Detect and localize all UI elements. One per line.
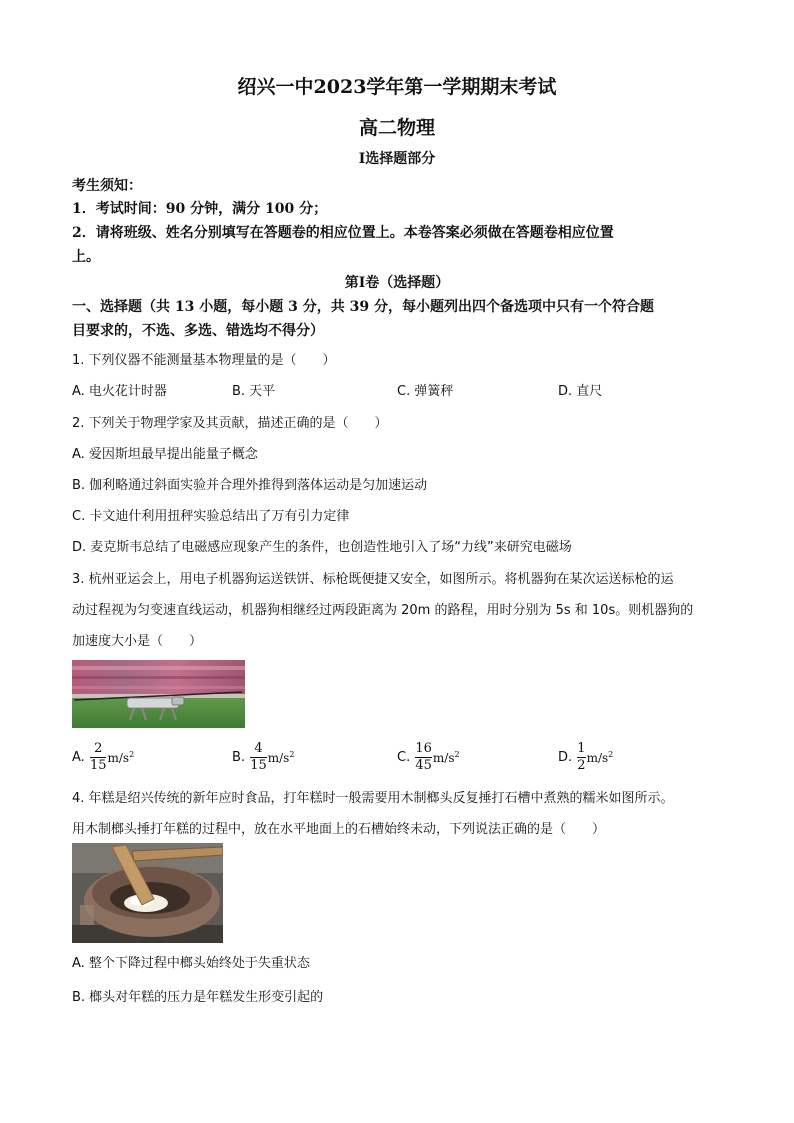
q2-option-a: A. 爱因斯坦最早提出能量子概念 xyxy=(72,447,258,462)
q4-option-b: B. 榔头对年糕的压力是年糕发生形变引起的 xyxy=(72,990,324,1005)
denominator: 15 xyxy=(250,758,267,773)
notice-item-2-line-2: 上。 xyxy=(72,249,100,265)
q2-option-b: B. 伽利略通过斜面实验并合理外推得到落体运动是匀加速运动 xyxy=(72,478,428,493)
option-label: C. xyxy=(397,750,411,765)
unit: $m/s^2$ xyxy=(432,750,460,765)
q4-stem-line-1: 4. 年糕是绍兴传统的新年应时食品，打年糕时一般需要用木制榔头反复捶打石槽中煮熟的糯米如图所示。 xyxy=(72,791,674,806)
unit: $m/s^2$ xyxy=(107,750,135,765)
q2-stem: 2. 下列关于物理学家及其贡献，描述正确的是（ ） xyxy=(72,416,388,431)
part-title: 第Ⅰ卷（选择题） xyxy=(344,275,450,291)
fraction xyxy=(90,742,107,773)
numerator: 1 xyxy=(577,741,586,756)
numerator: 2 xyxy=(94,741,103,756)
q4-option-a: A. 整个下降过程中榔头始终处于失重状态 xyxy=(72,956,310,971)
fraction xyxy=(250,742,267,773)
robot-dog-photo xyxy=(72,660,245,728)
denominator: 45 xyxy=(415,758,432,773)
q2-option-c: C. 卡文迪什利用扭秤实验总结出了万有引力定律 xyxy=(72,509,350,524)
notice-item-1: 1．考试时间：90 分钟，满分 100 分； xyxy=(72,201,328,217)
option-label: D. xyxy=(558,750,573,765)
q1-option-c: C. 弹簧秤 xyxy=(397,384,454,399)
denominator: 2 xyxy=(577,758,586,773)
q3-option-c xyxy=(397,742,460,773)
denominator: 15 xyxy=(89,758,107,773)
q1-option-d: D. 直尺 xyxy=(558,384,603,399)
q3-stem-line-2: 动过程视为匀变速直线运动，机器狗相继经过两段距离为 20m 的路程，用时分别为 5s 和 10s。则机器狗的 xyxy=(72,603,694,618)
instructions-line-1: 一、选择题（共 13 小题，每小题 3 分，共 39 分，每小题列出四个备选项中只有一个符合题 xyxy=(72,299,654,315)
fraction xyxy=(577,742,585,773)
notice-heading: 考生须知： xyxy=(72,178,142,194)
subject-title: 高二物理 xyxy=(358,117,435,139)
section-title: Ⅰ选择题部分 xyxy=(358,151,436,167)
q3-stem-line-1: 3. 杭州亚运会上，用电子机器狗运送铁饼、标枪既便捷又安全，如图所示。将机器狗在某次运送标枪的运 xyxy=(72,572,674,587)
stone-mortar-illustration xyxy=(72,843,223,943)
unit: $m/s^2$ xyxy=(267,750,295,765)
instructions-line-2: 目要求的，不选、多选、错选均不得分） xyxy=(72,323,324,339)
exam-title: 绍兴一中2023学年第一学期期末考试 xyxy=(237,76,557,98)
robot-dog-illustration xyxy=(72,660,245,728)
q3-option-a xyxy=(72,742,134,773)
option-label: B. xyxy=(232,750,246,765)
unit: $m/s^2$ xyxy=(586,750,614,765)
fraction xyxy=(415,742,432,773)
numerator: 16 xyxy=(415,741,432,756)
stone-mortar-photo xyxy=(72,843,223,943)
q3-option-b xyxy=(232,742,294,773)
q2-option-d: D. 麦克斯韦总结了电磁感应现象产生的条件，也创造性地引入了场“力线”来研究电磁场 xyxy=(72,540,572,555)
option-label: A. xyxy=(72,750,85,765)
q1-option-a: A. 电火花计时器 xyxy=(72,384,167,399)
q1-stem: 1. 下列仪器不能测量基本物理量的是（ ） xyxy=(72,353,336,368)
q3-option-d xyxy=(558,742,613,773)
q1-option-b: B. 天平 xyxy=(232,384,276,399)
numerator: 4 xyxy=(254,741,263,756)
q4-stem-line-2: 用木制榔头捶打年糕的过程中，放在水平地面上的石槽始终未动，下列说法正确的是（ ） xyxy=(72,822,606,837)
notice-item-2-line-1: 2．请将班级、姓名分别填写在答题卷的相应位置上。本卷答案必须做在答题卷相应位置 xyxy=(72,225,614,241)
q3-stem-line-3: 加速度大小是（ ） xyxy=(72,634,203,649)
